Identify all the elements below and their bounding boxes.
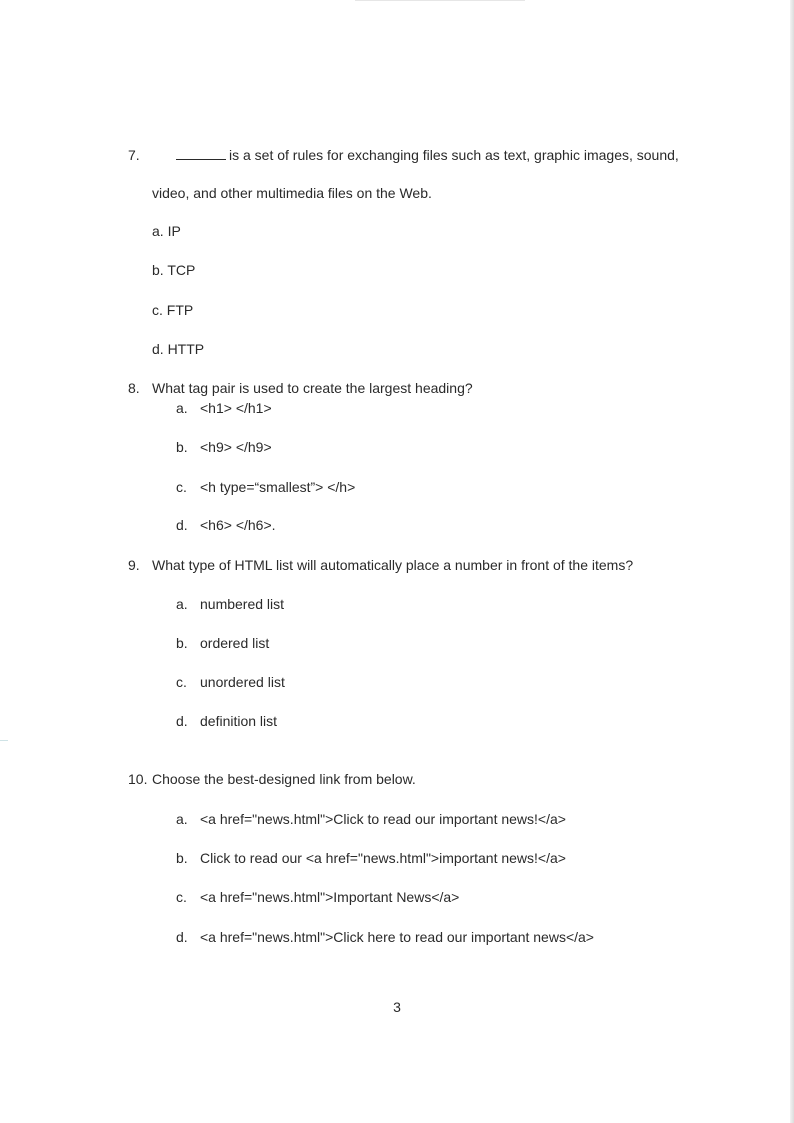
question-text xyxy=(176,148,679,162)
option-c-text: <h type=“smallest”> </h> xyxy=(200,479,356,495)
option-a-text: numbered list xyxy=(200,596,285,612)
question-text-line1: is a set of rules for exchanging files such as text, graphic images, sound, xyxy=(229,147,679,163)
question-number: 10. xyxy=(128,771,148,787)
question-text: What type of HTML list will automatically place a number in front of the items? xyxy=(152,557,634,573)
option-b-text: <h9> </h9> xyxy=(200,439,272,455)
option-letter: d. xyxy=(176,929,188,945)
scan-edge xyxy=(790,0,794,1123)
option-letter: c. xyxy=(176,889,187,905)
option-letter: c. xyxy=(176,674,187,690)
option-a: a. IP xyxy=(152,223,181,239)
question-number: 8. xyxy=(128,380,140,396)
option-a-text: <a href="news.html">Click to read our important news!</a> xyxy=(200,811,566,827)
option-a-text: <h1> </h1> xyxy=(200,400,272,416)
option-b: b. TCP xyxy=(152,262,196,278)
option-b-text: Click to read our <a href="news.html">important news!</a> xyxy=(200,850,566,866)
question-text-line2: video, and other multimedia files on the Web. xyxy=(152,185,432,201)
question-text: What tag pair is used to create the largest heading? xyxy=(152,380,473,396)
option-letter: d. xyxy=(176,713,188,729)
option-letter: d. xyxy=(176,517,188,533)
option-letter: a. xyxy=(176,811,188,827)
option-c: c. FTP xyxy=(152,302,194,318)
option-letter: a. xyxy=(176,400,188,416)
option-d: d. HTTP xyxy=(152,341,205,357)
page-number: 3 xyxy=(393,999,401,1015)
option-c-text: unordered list xyxy=(200,674,285,690)
answer-blank xyxy=(176,148,226,160)
scan-top-mark xyxy=(355,0,525,1)
option-d-text: <a href="news.html">Click here to read our important news</a> xyxy=(200,929,594,945)
option-letter: b. xyxy=(176,635,188,651)
scan-left-mark xyxy=(0,740,8,741)
question-text: Choose the best-designed link from below. xyxy=(152,771,416,787)
option-d-text: definition list xyxy=(200,713,278,729)
question-number: 7. xyxy=(128,147,140,163)
option-letter: c. xyxy=(176,479,187,495)
option-d-text: <h6> </h6>. xyxy=(200,517,276,533)
option-letter: a. xyxy=(176,596,188,612)
option-letter: b. xyxy=(176,850,188,866)
option-c-text: <a href="news.html">Important News</a> xyxy=(200,889,460,905)
option-b-text: ordered list xyxy=(200,635,270,651)
option-letter: b. xyxy=(176,439,188,455)
question-number: 9. xyxy=(128,557,140,573)
